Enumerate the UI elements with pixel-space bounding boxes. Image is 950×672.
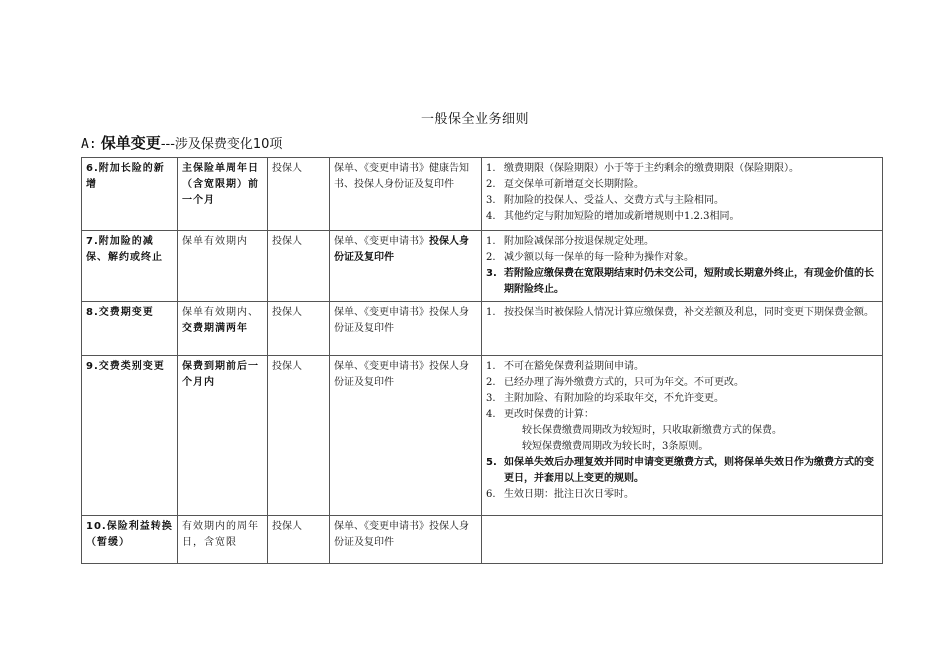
documents-cell: 保单、《变更申请书》投保人身份证及复印件: [330, 302, 482, 356]
notes-cell: [482, 158, 883, 231]
time-cell: 有效期内的周年日，含宽限: [178, 516, 268, 564]
table-row: [82, 231, 883, 302]
table-row: [82, 356, 883, 516]
time-text-bold: 交费期满两年: [182, 323, 248, 334]
documents-cell: 保单、《变更申请书》健康告知书、投保人身份证及复印件: [330, 158, 482, 231]
time-text: 保单有效期内、: [182, 307, 259, 318]
documents-cell: 保单、《变更申请书》投保人身份证及复印件: [330, 356, 482, 516]
time-cell: 保费到期前后一个月内: [178, 356, 268, 516]
list-item: 2. 趸交保单可新增趸交长期附险。: [486, 179, 644, 190]
time-cell: 保单有效期内: [178, 231, 268, 302]
item-cell: 6.附加长险的新增: [82, 158, 178, 231]
section-heading: [81, 132, 282, 153]
table-row: [82, 302, 883, 356]
list-item: 6. 生效日期：批注日次日零时。: [486, 489, 634, 500]
table-row: [82, 158, 883, 231]
documents-text-bold: 投保人身份证及复印件: [334, 236, 469, 263]
section-subtitle: ---涉及保费变化10项: [160, 137, 283, 152]
page-title: 一般保全业务细则: [420, 112, 529, 127]
notes-cell: [482, 231, 883, 302]
applicant-cell: 投保人: [268, 356, 330, 516]
applicant-cell: 投保人: [268, 302, 330, 356]
list-item: 5. 如保单失效后办理复效并同时申请变更缴费方式，则将保单失效日作为缴费方式的变更日，并套用以上变更的规则。: [486, 457, 874, 484]
list-item: 2. 已经办理了海外缴费方式的，只可为年交。不可更改。: [486, 377, 744, 388]
documents-text: 保单、《变更申请书》: [334, 236, 429, 247]
notes-cell: [482, 302, 883, 356]
item-cell: 8.交费期变更: [82, 302, 178, 356]
list-item: 较长保费缴费周期改为较短时，只收取新缴费方式的保费。: [522, 425, 782, 436]
documents-cell: [330, 231, 482, 302]
list-item: 4. 其他约定与附加短险的增加或新增规则中1.2.3相同。: [486, 211, 740, 222]
list-item: 1. 不可在豁免保费利益期间申请。: [486, 361, 644, 372]
item-cell: 7.附加险的减保、解约或终止: [82, 231, 178, 302]
list-item: 2. 减少额以每一保单的每一险种为操作对象。: [486, 252, 694, 263]
list-item: 较短保费缴费周期改为较长时，3条原则。: [522, 441, 709, 452]
time-cell: [178, 302, 268, 356]
list-item: 3. 主附加险、有附加险的均采取年交，不允许变更。: [486, 393, 724, 404]
applicant-cell: 投保人: [268, 158, 330, 231]
applicant-cell: 投保人: [268, 516, 330, 564]
list-item: 4. 更改时保费的计算：: [486, 409, 594, 420]
notes-cell: [482, 516, 883, 564]
applicant-cell: 投保人: [268, 231, 330, 302]
list-item: 3. 附加险的投保人、受益人、交费方式与主险相同。: [486, 195, 724, 206]
list-item: 1. 按投保当时被保险人情况计算应缴保费，补交差额及利息，同时变更下期保费金额。: [486, 307, 874, 318]
list-item: 1. 缴费期限（保险期限）小于等于主约剩余的缴费期限（保险期限）。: [486, 163, 799, 174]
list-item: 3. 若附险应缴保费在宽限期结束时仍未交公司，短附或长期意外终止，有现金价值的长期附险终止。: [486, 268, 874, 295]
item-cell: 10.保险利益转换（暂缓）: [82, 516, 178, 564]
list-item: 1. 附加险减保部分按退保规定处理。: [486, 236, 654, 247]
section-prefix: A:: [81, 137, 97, 152]
time-cell: 主保险单周年日（含宽限期）前一个月: [178, 158, 268, 231]
section-title: 保单变更: [100, 134, 161, 152]
item-cell: 9.交费类别变更: [82, 356, 178, 516]
table-row: [82, 516, 883, 564]
notes-cell: [482, 356, 883, 516]
rules-table: [81, 157, 883, 564]
documents-cell: 保单、《变更申请书》投保人身份证及复印件: [330, 516, 482, 564]
